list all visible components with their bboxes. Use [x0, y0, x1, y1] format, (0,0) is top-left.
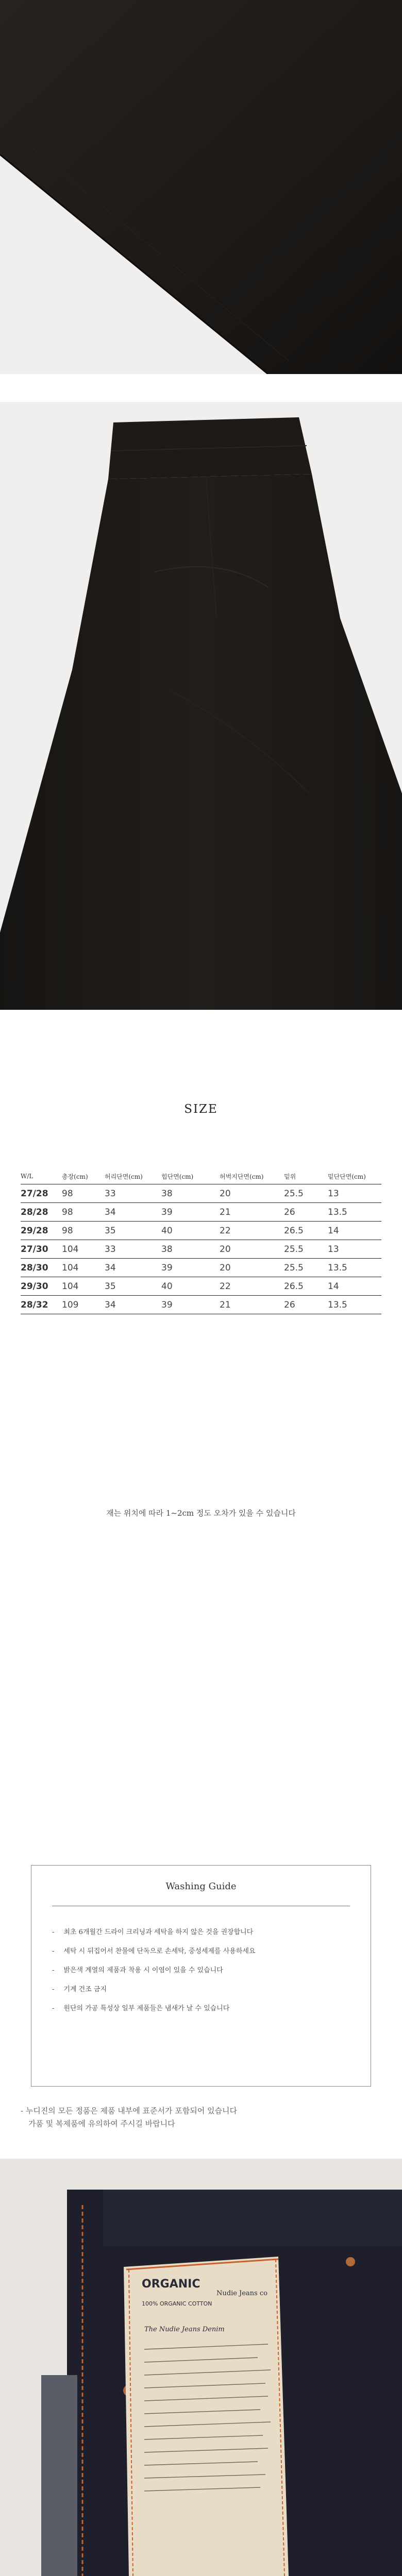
- table-cell: 26.5: [284, 1277, 328, 1296]
- table-cell: 25.5: [284, 1240, 328, 1259]
- authenticity-notice: [21, 2105, 392, 2130]
- table-cell: 40: [161, 1222, 220, 1240]
- table-row: [21, 1184, 381, 1203]
- table-cell: 39: [161, 1259, 220, 1277]
- authenticity-notice-line2: 가품 및 복제품에 유의하여 주시길 바랍니다: [28, 2119, 175, 2128]
- table-cell: 26: [284, 1203, 328, 1222]
- table-cell: 34: [105, 1259, 161, 1277]
- table-cell: 13.5: [328, 1203, 381, 1222]
- inner-label-illustration: [0, 2159, 402, 2576]
- table-cell: 13.5: [328, 1259, 381, 1277]
- table-cell: 20: [220, 1259, 284, 1277]
- table-cell: 20: [220, 1240, 284, 1259]
- table-cell: 104: [62, 1277, 105, 1296]
- table-cell: 28/32: [21, 1296, 62, 1314]
- table-cell: 14: [328, 1222, 381, 1240]
- washing-guide-item-text: 기계 건조 금지: [63, 1986, 107, 1993]
- table-cell: 98: [62, 1222, 105, 1240]
- table-cell: 14: [328, 1277, 381, 1296]
- label-handwritten-title: The Nudie Jeans Denim: [144, 2326, 225, 2333]
- label-fabric-text: 100% ORGANIC COTTON: [142, 2300, 212, 2307]
- washing-guide-item-text: 최초 6개월간 드라이 크리닝과 세탁을 하지 않은 것을 권장합니다: [63, 1928, 254, 1936]
- washing-guide-box: [31, 1865, 371, 2087]
- table-row: [21, 1240, 381, 1259]
- list-item: - 세탁 시 뒤집어서 찬물에 단독으로 손세탁, 중성세제를 사용하세요: [52, 1947, 256, 1955]
- washing-guide-item-text: 밝은색 계열의 제품과 착용 시 이염이 있을 수 있습니다: [63, 1967, 223, 1974]
- table-cell: 26.5: [284, 1222, 328, 1240]
- table-cell: 38: [161, 1184, 220, 1203]
- table-cell: 25.5: [284, 1259, 328, 1277]
- denim-closeup-illustration: [0, 0, 402, 374]
- col-header-hip: 힙단면(cm): [161, 1173, 194, 1180]
- table-cell: 98: [62, 1203, 105, 1222]
- size-table-header: [21, 1168, 381, 1184]
- jeans-full-illustration: [0, 402, 402, 1010]
- label-organic-text: ORGANIC: [142, 2278, 200, 2291]
- table-cell: 25.5: [284, 1184, 328, 1203]
- table-row: [21, 1296, 381, 1314]
- table-cell: 33: [105, 1240, 161, 1259]
- table-cell: 28/28: [21, 1203, 62, 1222]
- table-row: [21, 1277, 381, 1296]
- col-header-length: 총장(cm): [62, 1173, 88, 1180]
- washing-guide-list: [52, 1926, 350, 2022]
- table-cell: 34: [105, 1203, 161, 1222]
- table-cell: 39: [161, 1296, 220, 1314]
- washing-guide-item-text: 세탁 시 뒤집어서 찬물에 단독으로 손세탁, 중성세제를 사용하세요: [63, 1947, 256, 1955]
- table-cell: 40: [161, 1277, 220, 1296]
- authenticity-notice-line1: - 누디진의 모든 정품은 제품 내부에 표준서가 포함되어 있습니다: [21, 2106, 237, 2115]
- table-cell: 21: [220, 1203, 284, 1222]
- table-cell: 22: [220, 1277, 284, 1296]
- table-cell: 27/28: [21, 1184, 62, 1203]
- table-cell: 35: [105, 1277, 161, 1296]
- table-row: [21, 1203, 381, 1222]
- table-cell: 104: [62, 1240, 105, 1259]
- table-cell: 98: [62, 1184, 105, 1203]
- product-photo-full: [0, 402, 402, 1010]
- list-item: - 원단의 가공 특성상 일부 제품들은 냄새가 날 수 있습니다: [52, 2005, 230, 2012]
- table-cell: 22: [220, 1222, 284, 1240]
- list-item: - 기계 건조 금지: [52, 1986, 107, 1993]
- table-cell: 35: [105, 1222, 161, 1240]
- table-cell: 38: [161, 1240, 220, 1259]
- table-cell: 13: [328, 1240, 381, 1259]
- col-header-thigh: 허벅지단면(cm): [220, 1173, 264, 1180]
- col-header-waist: 허리단면(cm): [105, 1173, 143, 1180]
- table-cell: 29/30: [21, 1277, 62, 1296]
- label-brand-text: Nudie Jeans co: [216, 2290, 267, 2297]
- table-cell: 34: [105, 1296, 161, 1314]
- col-header-rise: 밑위: [284, 1173, 296, 1180]
- table-cell: 27/30: [21, 1240, 62, 1259]
- table-cell: 13.5: [328, 1296, 381, 1314]
- size-table: [21, 1168, 381, 1314]
- table-cell: 21: [220, 1296, 284, 1314]
- table-cell: 20: [220, 1184, 284, 1203]
- product-photo-detail: [0, 0, 402, 374]
- table-cell: 39: [161, 1203, 220, 1222]
- col-header-hem: 밑단단면(cm): [328, 1173, 366, 1180]
- table-cell: 26: [284, 1296, 328, 1314]
- washing-guide-title: Washing Guide: [165, 1881, 237, 1892]
- table-cell: 109: [62, 1296, 105, 1314]
- table-row: [21, 1222, 381, 1240]
- table-cell: 13: [328, 1184, 381, 1203]
- washing-guide-item-text: 원단의 가공 특성상 일부 제품들은 냄새가 날 수 있습니다: [63, 2005, 230, 2012]
- product-photo-label: [0, 2159, 402, 2576]
- table-cell: 33: [105, 1184, 161, 1203]
- col-header-wl: W/L: [21, 1173, 34, 1180]
- table-row: [21, 1259, 381, 1277]
- list-item: - 밝은색 계열의 제품과 착용 시 이염이 있을 수 있습니다: [52, 1967, 223, 1974]
- list-item: - 최초 6개월간 드라이 크리닝과 세탁을 하지 않은 것을 권장합니다: [52, 1928, 254, 1936]
- size-section-title: SIZE: [184, 1103, 218, 1116]
- table-cell: 28/30: [21, 1259, 62, 1277]
- size-measurement-note: 재는 위치에 따라 1~2cm 정도 오차가 있을 수 있습니다: [106, 1509, 296, 1518]
- table-cell: 104: [62, 1259, 105, 1277]
- table-cell: 29/28: [21, 1222, 62, 1240]
